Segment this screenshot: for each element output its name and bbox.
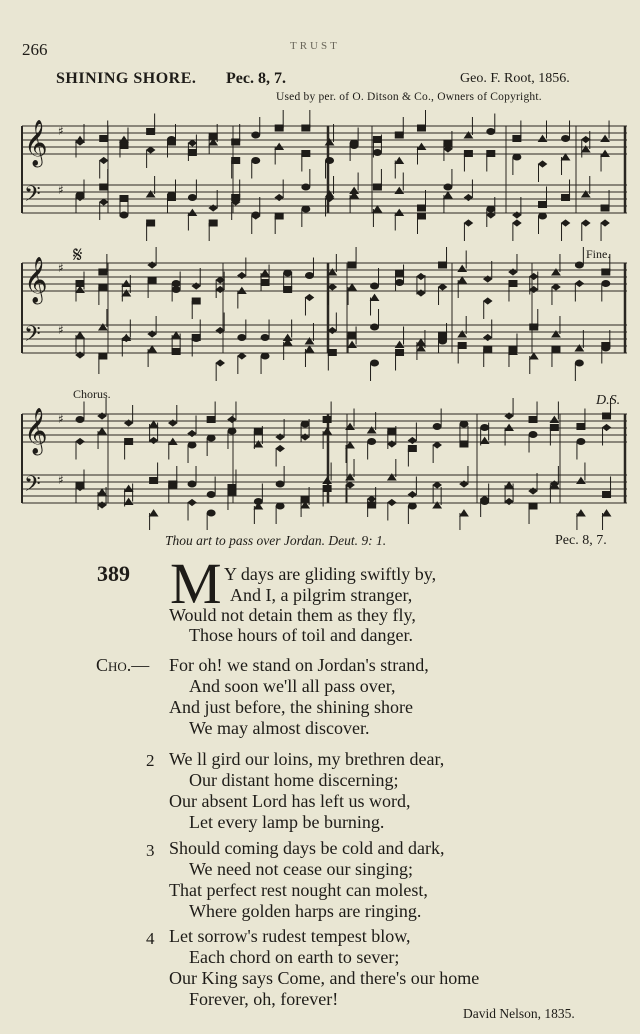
note-head xyxy=(408,503,416,509)
note-head xyxy=(302,125,310,131)
note-head xyxy=(302,184,310,190)
stanza3-line3: That perfect rest nought can molest, xyxy=(169,880,428,900)
note-head xyxy=(408,492,416,498)
note-head xyxy=(539,213,547,219)
note-head xyxy=(276,481,284,487)
note-head xyxy=(275,195,283,201)
note-head xyxy=(582,137,590,143)
tune-meter: Pec. 8, 7. xyxy=(226,70,286,87)
note-head xyxy=(254,428,262,434)
note-head xyxy=(371,360,379,366)
note-head xyxy=(99,284,107,290)
note-head xyxy=(228,489,236,495)
note-head xyxy=(232,139,240,145)
stanza3-number: 3 xyxy=(146,841,155,860)
note-head xyxy=(417,274,425,280)
note-head xyxy=(172,332,180,338)
note-head xyxy=(439,262,447,268)
note-head xyxy=(577,424,585,430)
note-head xyxy=(276,446,284,452)
stanza2-line1: We ll gird our loins, my brethren dear, xyxy=(169,749,445,769)
note-head xyxy=(464,151,472,157)
note-head xyxy=(373,137,381,143)
note-head xyxy=(99,269,107,275)
note-head xyxy=(487,129,495,135)
note-head xyxy=(284,270,292,276)
note-head xyxy=(439,284,447,290)
note-head xyxy=(150,510,158,516)
note-head xyxy=(539,161,547,167)
note-head xyxy=(188,481,196,487)
note-head xyxy=(238,273,246,279)
note-head xyxy=(408,446,416,452)
note-head xyxy=(396,270,404,276)
stanza2-number: 2 xyxy=(146,751,155,770)
bass-clef-icon: 𝄢 xyxy=(24,182,41,212)
note-head xyxy=(562,154,570,160)
note-head xyxy=(458,343,466,349)
note-head xyxy=(323,428,331,434)
note-head xyxy=(147,129,155,135)
note-head xyxy=(228,417,236,423)
note-head xyxy=(552,346,560,352)
note-head xyxy=(275,125,283,131)
note-head xyxy=(232,158,240,164)
note-head xyxy=(238,335,246,341)
note-head xyxy=(76,332,84,338)
note-head xyxy=(348,284,356,290)
note-head xyxy=(433,442,441,448)
note-head xyxy=(120,196,128,202)
stanza1-line3: Would not detain them as they fly, xyxy=(169,605,416,625)
note-head xyxy=(433,482,441,488)
note-head xyxy=(487,206,495,212)
note-head xyxy=(396,342,404,348)
note-head xyxy=(530,287,538,293)
chorus-line4: We may almost discover. xyxy=(189,718,370,738)
composer-credit: Geo. F. Root, 1856. xyxy=(460,71,570,86)
note-head xyxy=(323,478,331,484)
note-head xyxy=(209,220,217,226)
note-head xyxy=(395,188,403,194)
note-head xyxy=(252,132,260,138)
note-head xyxy=(562,195,570,201)
note-head xyxy=(209,133,217,139)
note-head xyxy=(458,266,466,272)
note-head xyxy=(188,150,196,156)
note-head xyxy=(484,346,492,352)
note-head xyxy=(396,350,404,356)
note-head xyxy=(550,425,558,431)
note-head xyxy=(464,220,472,226)
note-head xyxy=(444,140,452,146)
note-head xyxy=(395,158,403,164)
note-head xyxy=(408,438,416,444)
note-head xyxy=(350,140,358,146)
note-head xyxy=(76,417,84,423)
note-head xyxy=(328,350,336,356)
stanza2-line3: Our absent Lord has left us word, xyxy=(169,791,411,811)
note-head xyxy=(513,136,521,142)
note-head xyxy=(275,213,283,219)
note-head xyxy=(207,492,215,498)
treble-clef-icon: 𝄞 xyxy=(24,408,48,454)
note-head xyxy=(326,158,334,164)
note-head xyxy=(328,328,336,334)
note-head xyxy=(371,283,379,289)
chorus-line1: For oh! we stand on Jordan's strand, xyxy=(169,655,429,675)
note-head xyxy=(147,147,155,153)
bass-clef-icon: 𝄢 xyxy=(24,322,41,352)
note-head xyxy=(530,274,538,280)
page-number: 266 xyxy=(22,40,48,59)
note-head xyxy=(148,277,156,283)
note-head xyxy=(371,324,379,330)
note-head xyxy=(188,500,196,506)
sharp-icon: ♯ xyxy=(58,124,64,138)
note-head xyxy=(373,150,381,156)
note-head xyxy=(484,335,492,341)
segno-mark: 𝄋 xyxy=(73,243,83,268)
note-head xyxy=(261,270,269,276)
fine-mark: Fine. xyxy=(586,247,611,261)
note-head xyxy=(172,349,180,355)
note-head xyxy=(529,432,537,438)
note-head xyxy=(601,220,609,226)
note-head xyxy=(302,206,310,212)
hymn-number: 389 xyxy=(97,561,130,586)
note-head xyxy=(444,184,452,190)
note-head xyxy=(216,360,224,366)
note-head xyxy=(530,353,538,359)
note-head xyxy=(481,438,489,444)
note-head xyxy=(602,343,610,349)
stanza2-line4: Let every lamp be burning. xyxy=(189,812,385,832)
note-head xyxy=(460,510,468,516)
note-head xyxy=(388,428,396,434)
note-head xyxy=(601,205,609,211)
note-head xyxy=(417,339,425,345)
note-head xyxy=(147,220,155,226)
note-head xyxy=(602,281,610,287)
treble-clef-icon: 𝄞 xyxy=(24,257,48,303)
note-head xyxy=(417,213,425,219)
stanza1-line1: Y days are gliding swiftly by, xyxy=(224,564,437,584)
note-head xyxy=(348,262,356,268)
note-head xyxy=(261,280,269,286)
note-head xyxy=(530,324,538,330)
stanza1-line2: And I, a pilgrim stranger, xyxy=(230,585,413,605)
note-head xyxy=(323,417,331,423)
note-head xyxy=(238,353,246,359)
note-head xyxy=(484,298,492,304)
drop-cap: M xyxy=(170,551,222,616)
note-head xyxy=(368,439,376,445)
note-head xyxy=(505,482,513,488)
note-head xyxy=(417,205,425,211)
note-head xyxy=(284,287,292,293)
note-head xyxy=(481,425,489,431)
stanza4-line4: Forever, oh, forever! xyxy=(189,989,339,1009)
note-head xyxy=(562,136,570,142)
note-head xyxy=(575,360,583,366)
note-head xyxy=(603,492,611,498)
note-head xyxy=(577,510,585,516)
sharp-icon: ♯ xyxy=(58,183,64,197)
chorus-line2: And soon we'll all pass over, xyxy=(189,676,396,696)
note-head xyxy=(76,287,84,293)
note-head xyxy=(188,431,196,437)
stanza1-line4: Those hours of toil and danger. xyxy=(189,625,413,645)
note-head xyxy=(373,184,381,190)
note-head xyxy=(509,281,517,287)
note-head xyxy=(228,428,236,434)
note-head xyxy=(188,195,196,201)
note-head xyxy=(601,136,609,142)
note-head xyxy=(368,502,376,508)
author-credit: David Nelson, 1835. xyxy=(463,1006,575,1021)
note-head xyxy=(261,335,269,341)
note-head xyxy=(323,486,331,492)
note-head xyxy=(460,421,468,427)
note-head xyxy=(305,346,313,352)
note-head xyxy=(98,489,106,495)
note-head xyxy=(100,184,108,190)
note-head xyxy=(99,353,107,359)
note-head xyxy=(328,284,336,290)
treble-clef-icon: 𝄞 xyxy=(24,120,48,166)
note-head xyxy=(529,503,537,509)
sharp-icon: ♯ xyxy=(58,323,64,337)
note-head xyxy=(388,500,396,506)
note-head xyxy=(76,281,84,287)
note-head xyxy=(395,132,403,138)
note-head xyxy=(302,151,310,157)
note-head xyxy=(207,435,215,441)
scripture-reference: Thou art to pass over Jordan. Deut. 9: 1. xyxy=(165,533,387,548)
note-head xyxy=(207,510,215,516)
note-head xyxy=(417,125,425,131)
chorus-line3: And just before, the shining shore xyxy=(169,697,413,717)
note-head xyxy=(305,273,313,279)
note-head xyxy=(100,136,108,142)
stanza4-line2: Each chord on earth to sever; xyxy=(189,947,400,967)
note-head xyxy=(602,269,610,275)
note-head xyxy=(76,482,84,488)
note-head xyxy=(100,158,108,164)
note-head xyxy=(464,195,472,201)
note-head xyxy=(167,192,175,198)
note-head xyxy=(458,277,466,283)
chorus-label: Cho.— xyxy=(96,655,150,675)
note-head xyxy=(276,503,284,509)
note-head xyxy=(529,417,537,423)
note-head xyxy=(252,158,260,164)
hymn-meter: Pec. 8, 7. xyxy=(555,533,607,548)
note-head xyxy=(505,499,513,505)
note-head xyxy=(582,220,590,226)
note-head xyxy=(76,192,84,198)
note-head xyxy=(577,478,585,484)
note-head xyxy=(125,499,133,505)
stanza4-number: 4 xyxy=(146,929,155,948)
note-head xyxy=(120,212,128,218)
note-head xyxy=(439,332,447,338)
note-head xyxy=(348,342,356,348)
note-head xyxy=(305,295,313,301)
note-head xyxy=(192,336,200,342)
note-head xyxy=(301,421,309,427)
sharp-icon: ♯ xyxy=(58,412,64,426)
note-head xyxy=(100,199,108,205)
note-head xyxy=(539,202,547,208)
note-head xyxy=(487,151,495,157)
note-head xyxy=(188,442,196,448)
chorus-mark: Chorus. xyxy=(73,387,111,401)
note-head xyxy=(552,284,560,290)
note-head xyxy=(509,346,517,352)
note-head xyxy=(433,424,441,430)
running-head: TRUST xyxy=(290,40,340,52)
copyright-notice: Used by per. of O. Ditson & Co., Owners of Copyright. xyxy=(276,91,542,103)
note-head xyxy=(539,136,547,142)
note-head xyxy=(150,438,158,444)
note-head xyxy=(348,332,356,338)
note-head xyxy=(577,439,585,445)
note-head xyxy=(575,281,583,287)
note-head xyxy=(261,353,269,359)
note-head xyxy=(513,154,521,160)
note-head xyxy=(396,280,404,286)
note-head xyxy=(125,439,133,445)
stanza4-line1: Let sorrow's rudest tempest blow, xyxy=(169,926,411,946)
note-head xyxy=(169,482,177,488)
note-head xyxy=(603,413,611,419)
note-head xyxy=(603,425,611,431)
note-head xyxy=(439,338,447,344)
note-head xyxy=(513,220,521,226)
note-head xyxy=(371,295,379,301)
note-head xyxy=(150,421,158,427)
note-head xyxy=(301,496,309,502)
note-head xyxy=(167,137,175,143)
note-head xyxy=(550,417,558,423)
stanza4-line3: Our King says Come, and there's our home xyxy=(169,968,480,988)
note-head xyxy=(575,262,583,268)
note-head xyxy=(148,346,156,352)
note-head xyxy=(562,220,570,226)
ds-mark: D.S. xyxy=(596,393,621,408)
sharp-icon: ♯ xyxy=(58,261,64,275)
note-head xyxy=(373,206,381,212)
note-head xyxy=(444,192,452,198)
note-head xyxy=(120,143,128,149)
stanza3-line1: Should coming days be cold and dark, xyxy=(169,838,445,858)
note-head xyxy=(172,281,180,287)
note-head xyxy=(76,439,84,445)
note-head xyxy=(188,140,196,146)
note-head xyxy=(207,417,215,423)
note-head xyxy=(192,298,200,304)
note-head xyxy=(368,496,376,502)
note-head xyxy=(98,428,106,434)
sharp-icon: ♯ xyxy=(58,473,64,487)
bass-clef-icon: 𝄢 xyxy=(24,472,41,502)
stanza3-line2: We need not cease our singing; xyxy=(189,859,413,879)
note-head xyxy=(172,287,180,293)
stanza3-line4: Where golden harps are ringing. xyxy=(189,901,422,921)
tune-name: SHINING SHORE. xyxy=(56,70,197,87)
stanza2-line2: Our distant home discerning; xyxy=(189,770,399,790)
note-head xyxy=(603,510,611,516)
note-head xyxy=(460,441,468,447)
note-head xyxy=(150,478,158,484)
